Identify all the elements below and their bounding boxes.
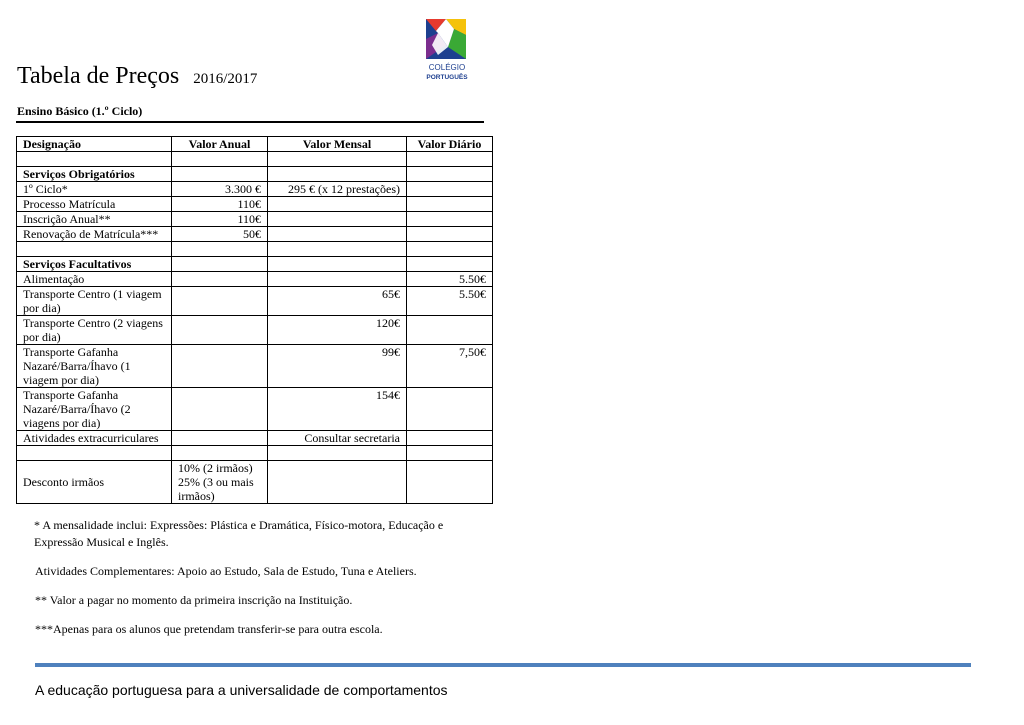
cell-designacao: Atividades extracurriculares bbox=[17, 431, 172, 446]
cell-valor-anual: 110€ bbox=[172, 197, 268, 212]
cell-valor-mensal bbox=[268, 227, 407, 242]
page-title bbox=[17, 61, 257, 94]
title-text: Tabela de Preços bbox=[17, 63, 180, 89]
cell-designacao: Transporte Gafanha Nazaré/Barra/Íhavo (2 viagens por dia) bbox=[17, 388, 172, 431]
note-item: Atividades Complementares: Apoio ao Estudo, Sala de Estudo, Tuna e Ateliers. bbox=[35, 564, 417, 578]
discount-row bbox=[17, 461, 493, 504]
table-row bbox=[17, 197, 493, 212]
cell-valor-mensal: 295 € (x 12 prestações) bbox=[268, 182, 407, 197]
table-row bbox=[17, 182, 493, 197]
cell-valor-anual: 110€ bbox=[172, 212, 268, 227]
cell-valor-anual bbox=[172, 431, 268, 446]
cell-valor-diario bbox=[407, 388, 493, 431]
cell-designacao: Inscrição Anual** bbox=[17, 212, 172, 227]
table-row bbox=[17, 345, 493, 388]
cell-valor-mensal: 65€ bbox=[268, 287, 407, 316]
cell-designacao: Transporte Centro (1 viagem por dia) bbox=[17, 287, 172, 316]
table-row bbox=[17, 287, 493, 316]
cell-valor-diario bbox=[407, 227, 493, 242]
cell-valor-anual: 50€ bbox=[172, 227, 268, 242]
table-row-empty bbox=[17, 446, 493, 461]
cell-valor-mensal: 120€ bbox=[268, 316, 407, 345]
column-header: Valor Diário bbox=[407, 137, 493, 152]
section-subtitle: Ensino Básico (1.º Ciclo) bbox=[17, 104, 143, 118]
cell-valor-diario bbox=[407, 212, 493, 227]
cell-valor-diario: 7,50€ bbox=[407, 345, 493, 388]
cell-valor-anual bbox=[172, 316, 268, 345]
section-label: Serviços Facultativos bbox=[17, 257, 172, 272]
column-header: Valor Anual bbox=[172, 137, 268, 152]
cell-designacao: Transporte Gafanha Nazaré/Barra/Íhavo (1 viagem por dia) bbox=[17, 345, 172, 388]
footer-tagline: A educação portuguesa para a universalidade de comportamentos bbox=[35, 682, 448, 698]
cell-designacao: Alimentação bbox=[17, 272, 172, 287]
discount-line: 10% (2 irmãos) bbox=[178, 461, 253, 475]
cell-valor-anual bbox=[172, 388, 268, 431]
cell-valor-mensal bbox=[268, 272, 407, 287]
subtitle-rule bbox=[16, 121, 484, 123]
logo-text-line1: COLÉGIO bbox=[428, 63, 466, 72]
note-item: ***Apenas para os alunos que pretendam transferir-se para outra escola. bbox=[35, 622, 383, 636]
cell-valor-diario: 5.50€ bbox=[407, 272, 493, 287]
cell-valor-anual: 3.300 € bbox=[172, 182, 268, 197]
cell-valor-diario bbox=[407, 316, 493, 345]
table-row bbox=[17, 316, 493, 345]
cell-valor-diario: 5.50€ bbox=[407, 287, 493, 316]
discount-label: Desconto irmãos bbox=[17, 461, 172, 504]
table-row bbox=[17, 388, 493, 431]
cell-designacao: Renovação de Matrícula*** bbox=[17, 227, 172, 242]
section-label: Serviços Obrigatórios bbox=[17, 167, 172, 182]
cell-valor-mensal bbox=[268, 197, 407, 212]
cell-valor-anual bbox=[172, 345, 268, 388]
section-row bbox=[17, 167, 493, 182]
column-header: Designação bbox=[17, 137, 172, 152]
cell-valor-anual bbox=[172, 272, 268, 287]
section-row bbox=[17, 257, 493, 272]
cell-valor-diario bbox=[407, 182, 493, 197]
cell-valor-diario bbox=[407, 431, 493, 446]
table-row bbox=[17, 212, 493, 227]
price-table bbox=[16, 136, 493, 504]
table-row bbox=[17, 431, 493, 446]
table-row-empty bbox=[17, 152, 493, 167]
discount-line: 25% (3 ou mais irmãos) bbox=[178, 475, 254, 503]
cell-valor-anual bbox=[172, 287, 268, 316]
table-row bbox=[17, 227, 493, 242]
cell-designacao: Transporte Centro (2 viagens por dia) bbox=[17, 316, 172, 345]
notes-block bbox=[35, 517, 485, 650]
college-logo-mark bbox=[424, 17, 470, 83]
table-row-empty bbox=[17, 242, 493, 257]
college-logo bbox=[424, 17, 470, 83]
cell-valor-mensal: 99€ bbox=[268, 345, 407, 388]
logo-text-line2: PORTUGUÊS bbox=[426, 74, 468, 81]
cell-designacao: 1º Ciclo* bbox=[17, 182, 172, 197]
cell-valor-mensal: Consultar secretaria bbox=[268, 431, 407, 446]
note-item: ** Valor a pagar no momento da primeira inscrição na Instituição. bbox=[35, 593, 353, 607]
table-header-row bbox=[17, 137, 493, 152]
cell-valor-mensal bbox=[268, 212, 407, 227]
note-item: * A mensalidade inclui: Expressões: Plástica e Dramática, Físico-motora, Educação e Expressão Musical e Inglês. bbox=[34, 518, 444, 549]
footer-rule bbox=[35, 663, 971, 667]
column-header: Valor Mensal bbox=[268, 137, 407, 152]
cell-valor-diario bbox=[407, 197, 493, 212]
cell-valor-mensal: 154€ bbox=[268, 388, 407, 431]
cell-designacao: Processo Matrícula bbox=[17, 197, 172, 212]
discount-values bbox=[172, 461, 268, 504]
table-row bbox=[17, 272, 493, 287]
title-year: 2016/2017 bbox=[193, 71, 258, 87]
